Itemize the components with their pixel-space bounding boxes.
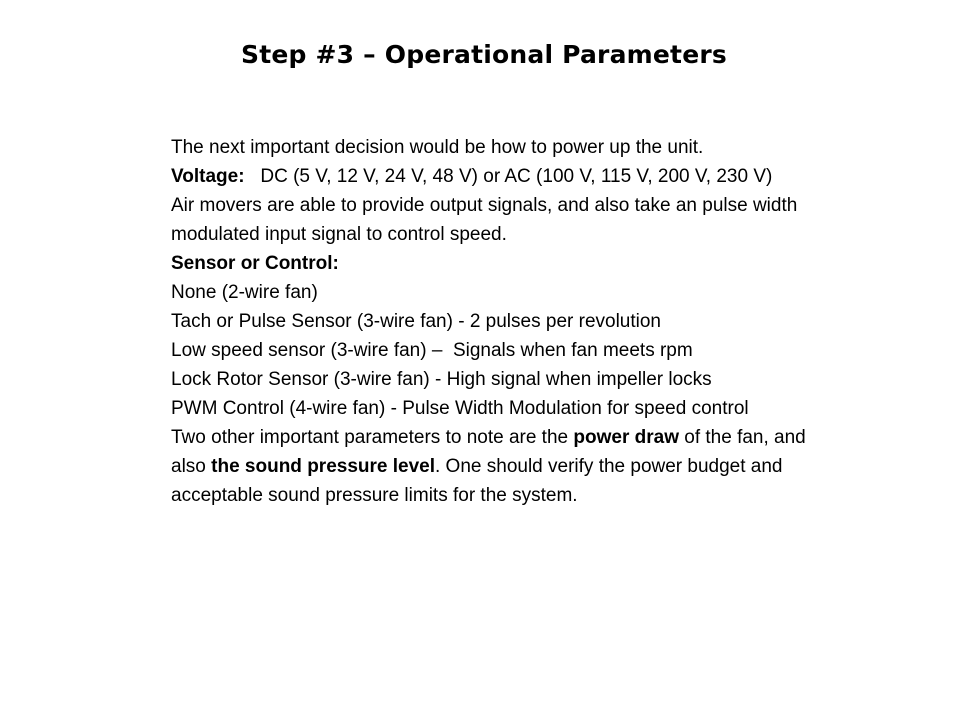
- sensor-option: Tach or Pulse Sensor (3-wire fan) - 2 pulses per revolution: [171, 311, 662, 332]
- voltage-label: Voltage:: [171, 166, 245, 187]
- closing-part2: of the fan, and also: [171, 427, 806, 477]
- slide-body: [171, 133, 811, 510]
- intro-paragraph: The next important decision would be how to power up the unit.: [171, 137, 704, 158]
- sensor-option: Low speed sensor (3-wire fan) – Signals when fan meets rpm: [171, 340, 693, 361]
- slide-title: Step #3 – Operational Parameters: [241, 40, 727, 69]
- sensor-option: Lock Rotor Sensor (3-wire fan) - High signal when impeller locks: [171, 369, 712, 390]
- closing-part1: Two other important parameters to note are the: [171, 427, 574, 448]
- sensor-option: PWM Control (4-wire fan) - Pulse Width Modulation for speed control: [171, 398, 749, 419]
- air-movers-paragraph: Air movers are able to provide output signals, and also take an pulse width modulated input signal to control speed.: [171, 195, 798, 245]
- sensor-heading: Sensor or Control:: [171, 253, 339, 274]
- sensor-option: None (2-wire fan): [171, 282, 318, 303]
- closing-paragraph: [171, 423, 811, 510]
- closing-part3: . One should verify the power budget and acceptable sound pressure limits for the system.: [171, 456, 783, 506]
- sound-pressure-emphasis: the sound pressure level: [211, 456, 435, 477]
- power-draw-emphasis: power draw: [573, 427, 679, 448]
- voltage-text: DC (5 V, 12 V, 24 V, 48 V) or AC (100 V, 115 V, 200 V, 230 V): [244, 166, 773, 187]
- voltage-paragraph: [171, 162, 811, 191]
